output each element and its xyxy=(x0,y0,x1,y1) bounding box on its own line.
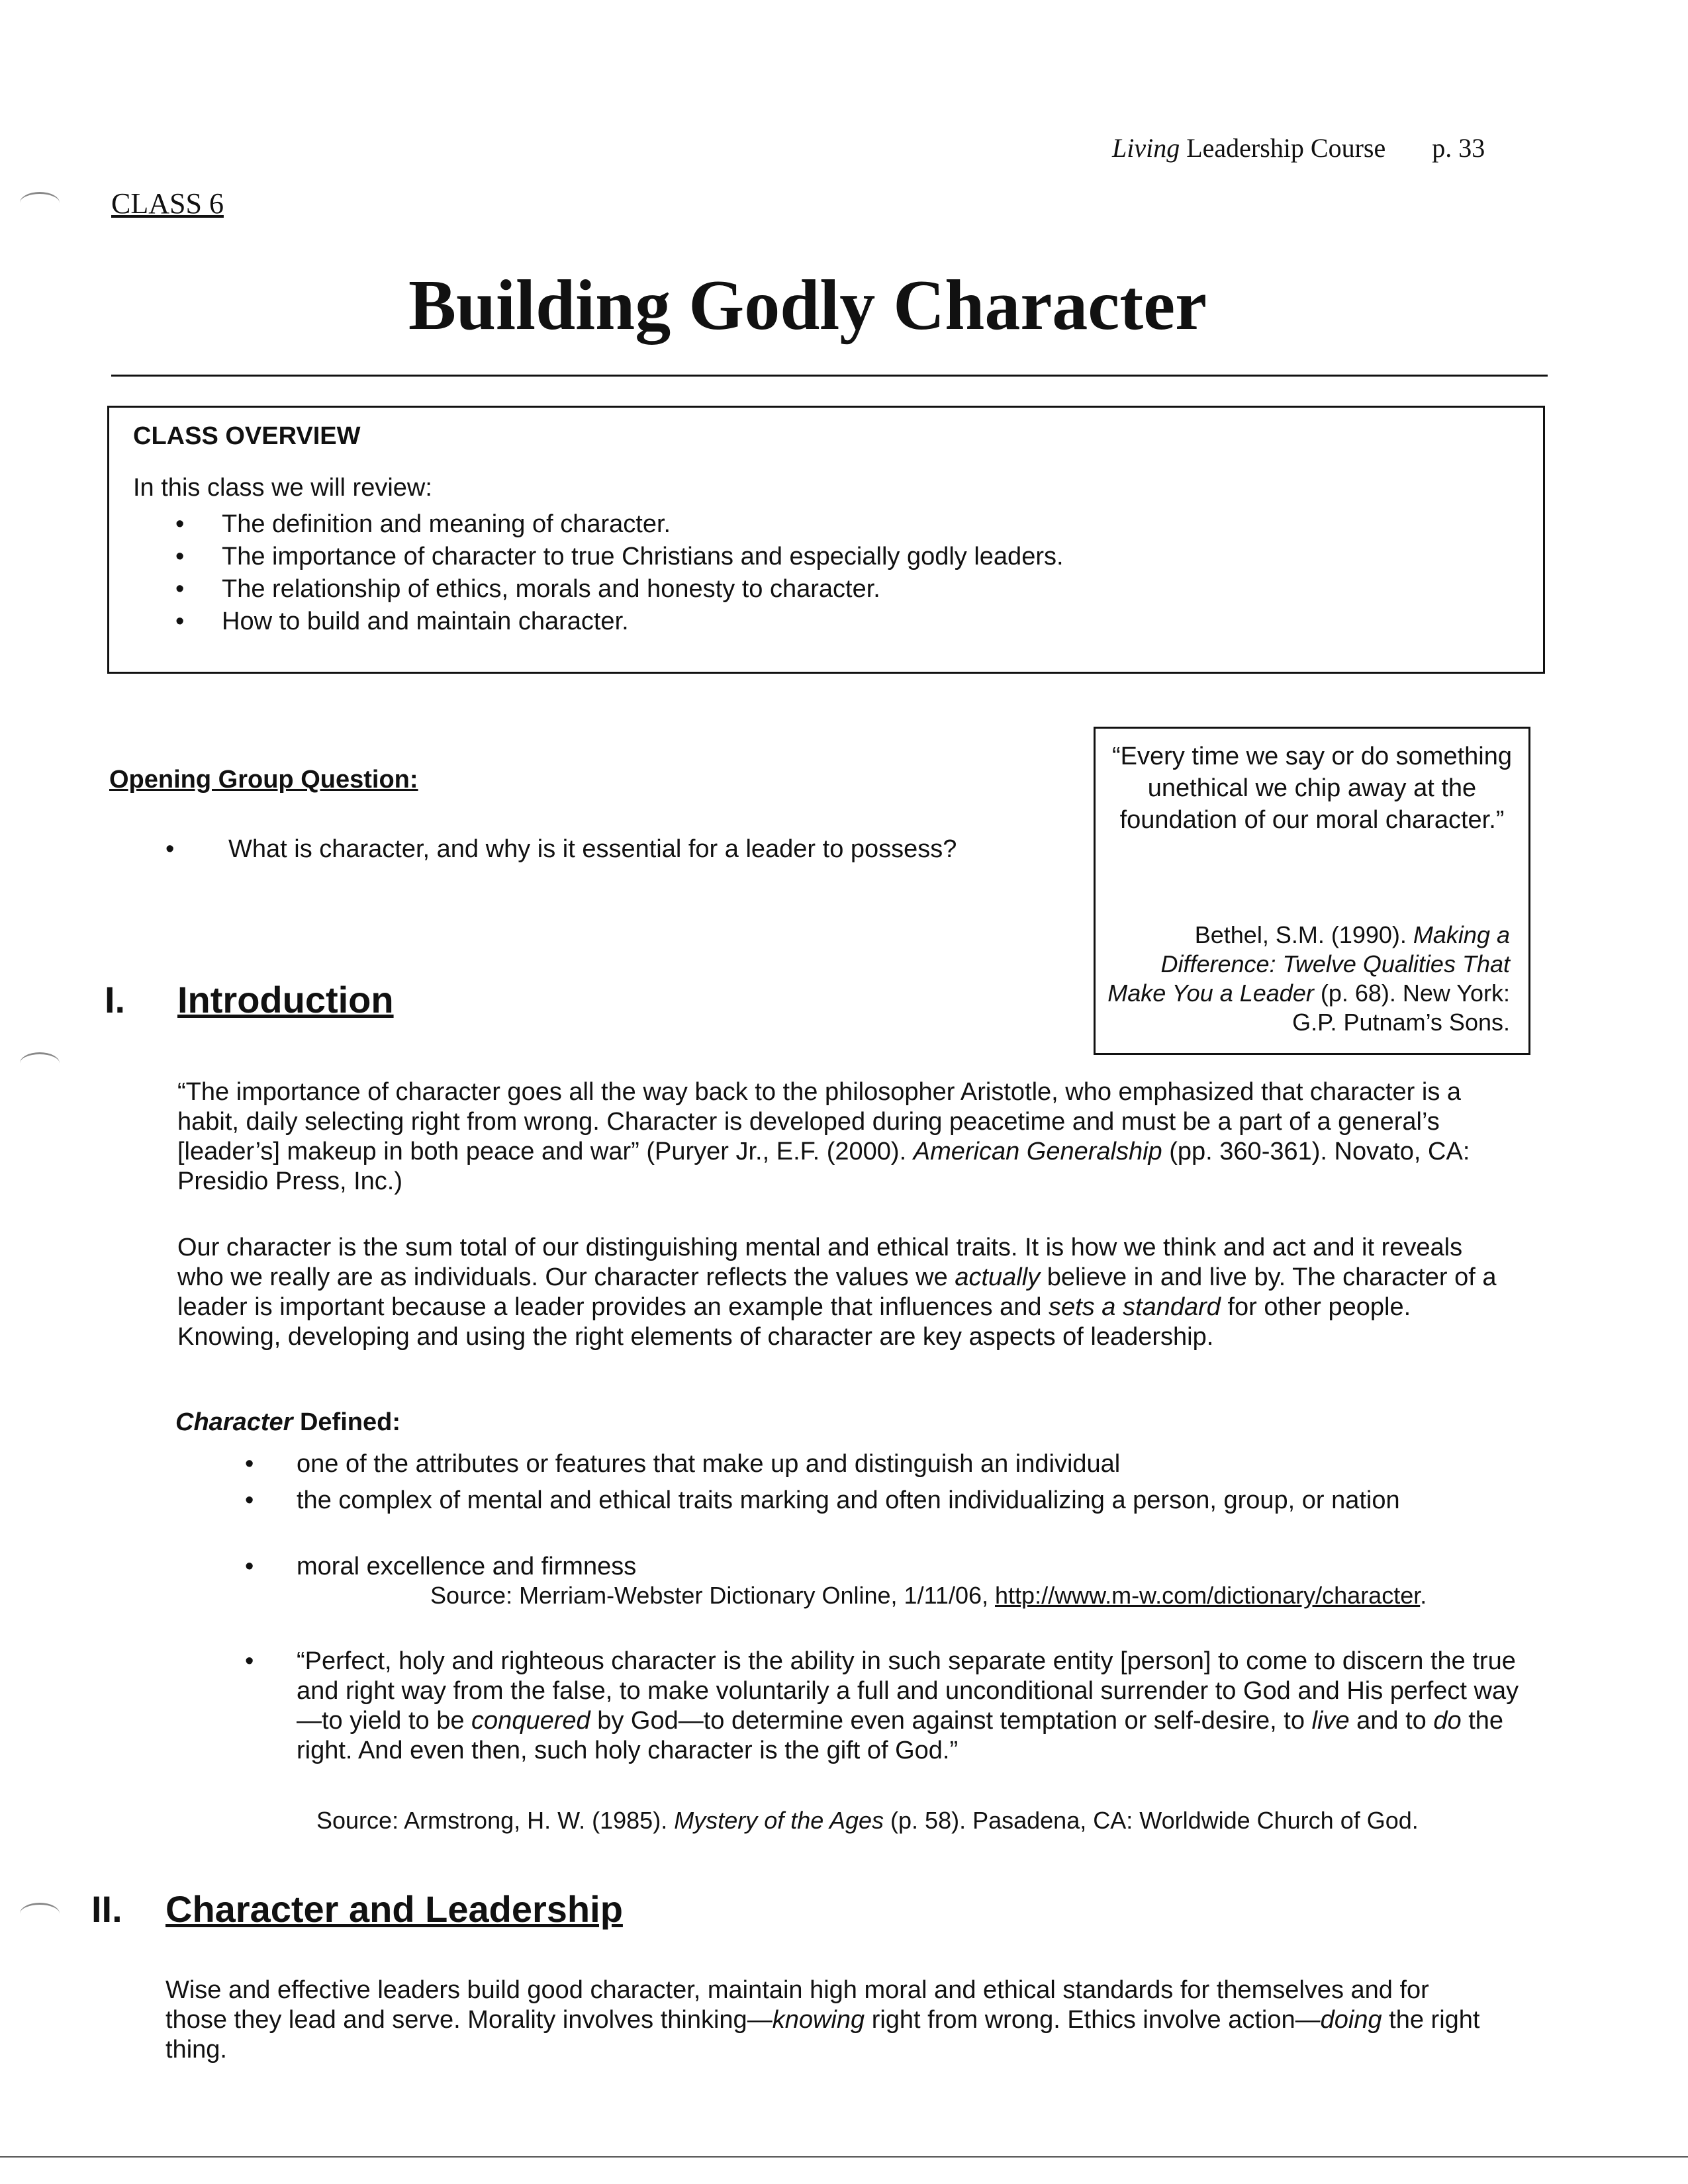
page-header xyxy=(1112,132,1485,163)
overview-item: • The importance of character to true Christians and especially godly leaders. xyxy=(175,541,1064,573)
overview-item: • How to build and maintain character. xyxy=(175,606,1064,638)
bullet-icon: • xyxy=(175,543,185,570)
page-number: p. 33 xyxy=(1432,133,1485,163)
section-number: I. xyxy=(105,979,126,1021)
quote-source-citation: Source: Armstrong, H. W. (1985). Mystery of the Ages (p. 58). Pasadena, CA: Worldwide Church of God. xyxy=(316,1807,1419,1834)
class-number: CLASS 6 xyxy=(111,187,224,220)
bullet-icon: • xyxy=(175,575,185,603)
section-title: Character and Leadership xyxy=(165,1888,623,1930)
bullet-icon: • xyxy=(175,510,185,538)
page-title: Building Godly Character xyxy=(408,266,1207,345)
overview-list xyxy=(175,508,1064,638)
scan-hole-mark xyxy=(20,1903,60,1925)
definition-item: • one of the attributes or features that make up and distinguish an individual xyxy=(245,1450,1121,1478)
definition-source: Source: Merriam-Webster Dictionary Online, 1/11/06, http://www.m-w.com/dictionary/character. xyxy=(430,1582,1427,1609)
bullet-icon: • xyxy=(245,1553,254,1580)
bullet-icon: • xyxy=(165,835,175,863)
definition-list xyxy=(245,1449,1489,1582)
definition-quote: • “Perfect, holy and righteous character is the ability in such separate entity [person] to come to discern the true and right way from the false, to make voluntarily a full and unconditional surrender to God and His perfect way—to yield to be conquered by God—to determine even against temptation or self-desire, to live and to do the right. And even then, such holy character is the gift of God.” xyxy=(245,1647,1519,1764)
bullet-icon: • xyxy=(245,1450,254,1478)
dictionary-link[interactable]: http://www.m-w.com/dictionary/character xyxy=(995,1582,1421,1609)
leadership-paragraph: Wise and effective leaders build good character, maintain high moral and ethical standards for themselves and for those they lead and serve. Morality involves thinking—knowing right from wrong. Ethics involve action—doing the right thing. xyxy=(165,1976,1480,2064)
quote-box xyxy=(1094,727,1530,1055)
definition-item: • moral excellence and firmness xyxy=(245,1553,637,1580)
overview-item: • The relationship of ethics, morals and honesty to character. xyxy=(175,573,1064,606)
definition-item: • the complex of mental and ethical traits marking and often individualizing a person, group, or nation xyxy=(245,1486,1400,1514)
opening-question-item: • What is character, and why is it essential for a leader to possess? xyxy=(165,835,957,863)
overview-item: • The definition and meaning of character. xyxy=(175,508,1064,541)
overview-heading: CLASS OVERVIEW xyxy=(133,422,361,450)
bullet-icon: • xyxy=(245,1486,254,1514)
character-defined-heading: Character Defined: xyxy=(175,1408,400,1436)
title-divider xyxy=(111,375,1548,377)
section-title: Introduction xyxy=(177,979,394,1021)
intro-paragraph: “The importance of character goes all the way back to the philosopher Aristotle, who emphasized that character is a habit, daily selecting right from wrong. Character is developed during peacetime and must be a part of a general’s [leader’s] makeup in both peace and war” (Puryer Jr., E.F. (2000). American Generalship (pp. 360-361). Novato, CA: Presidio Press, Inc.) xyxy=(177,1078,1470,1195)
opening-question-heading: Opening Group Question: xyxy=(109,766,418,794)
scan-hole-mark xyxy=(20,192,60,214)
quote-source: Bethel, S.M. (1990). Making a Difference: Twelve Qualities That Make You a Leader (p. 68). New York: G.P. Putnam’s Sons. xyxy=(1107,921,1510,1036)
course-name-italic: Living xyxy=(1112,133,1180,163)
bullet-icon: • xyxy=(175,608,185,635)
class-overview-box xyxy=(107,406,1545,674)
overview-intro: In this class we will review: xyxy=(133,474,432,502)
intro-paragraph: Our character is the sum total of our distinguishing mental and ethical traits. It is how we think and act and it reveals who we really are as individuals. Our character reflects the values we actually believe in and live by. The character of a leader is important because a leader provides an example that influences and sets a standard for other people. Knowing, developing and using the right elements of character are key aspects of leadership. xyxy=(177,1234,1497,1351)
quote-text: “Every time we say or do something unethical we chip away at the foundation of our moral character.” xyxy=(1111,743,1512,834)
page-bottom-edge xyxy=(0,2156,1688,2158)
scan-hole-mark xyxy=(20,1052,60,1074)
bullet-icon: • xyxy=(245,1647,254,1675)
section-number: II. xyxy=(91,1888,122,1930)
course-name-rest: Leadership Course xyxy=(1186,133,1386,163)
